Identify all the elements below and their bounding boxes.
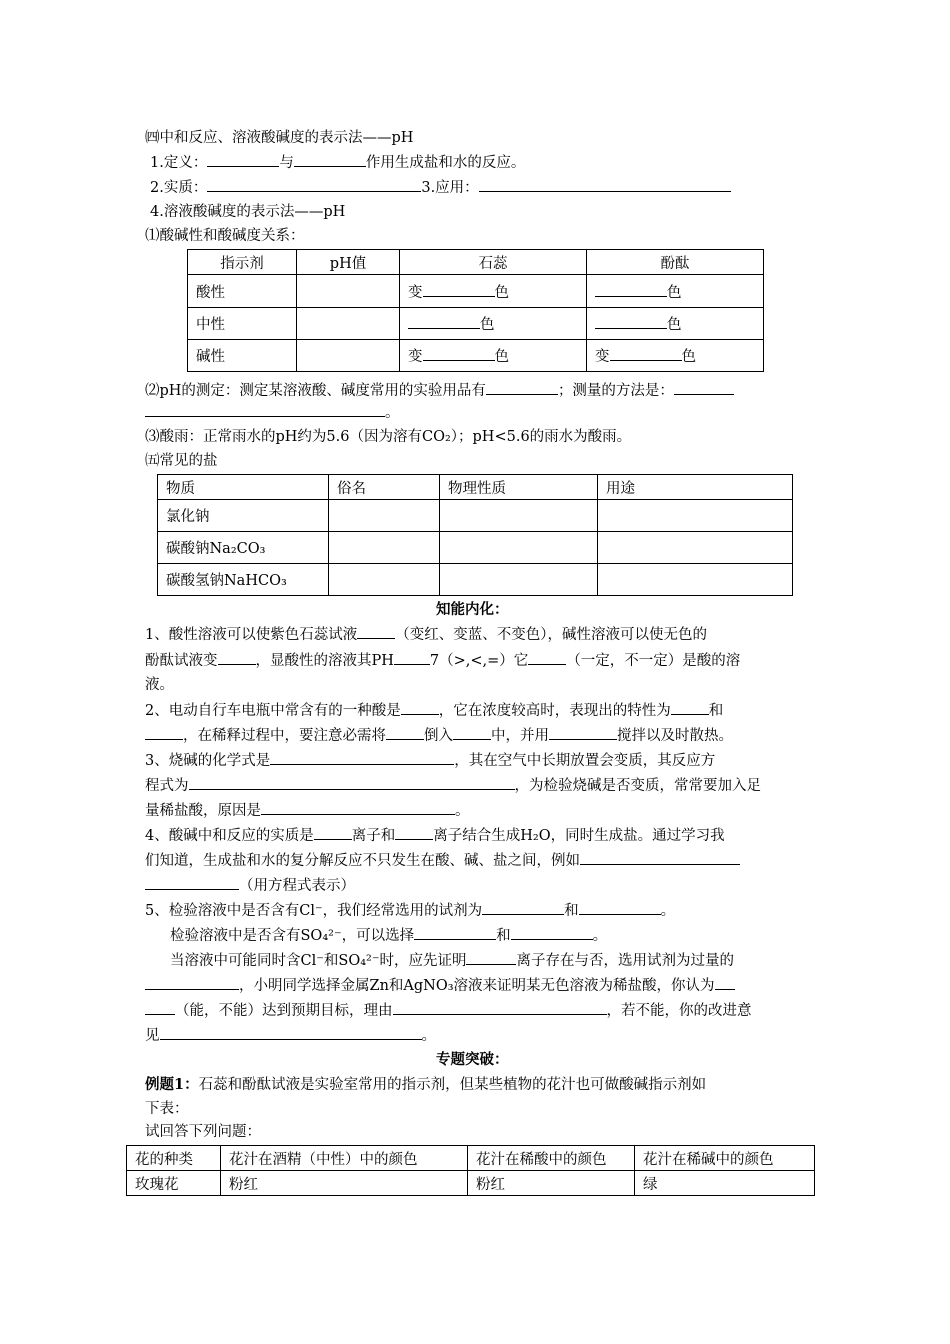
ph-table-header: pH值 <box>297 250 400 275</box>
q2-blank-2[interactable] <box>671 700 709 715</box>
row-label: 中性 <box>188 308 297 340</box>
q2-blank-3[interactable] <box>145 725 183 740</box>
q5-line-4: ，小明同学选择金属Zn和AgNO₃溶液来证明某无色溶液为稀盐酸，你认为 <box>145 975 735 996</box>
table-row <box>188 275 764 308</box>
phenolphthalein-blank[interactable] <box>595 282 667 297</box>
q5-blank-8[interactable] <box>145 1000 175 1015</box>
ph-measure-text: ⑵pH的测定：测定某溶液酸、碱度常用的实验用品有 <box>145 383 486 399</box>
salt-table-header: 用途 <box>598 475 793 500</box>
section-5-title: ㈤常见的盐 <box>145 453 218 469</box>
q5-blank-6[interactable] <box>145 975 239 990</box>
flower-cell: 绿 <box>635 1171 815 1196</box>
salt-name: 氯化钠 <box>158 500 329 532</box>
table-row <box>188 340 764 372</box>
ph-cell[interactable] <box>297 340 400 372</box>
q5-line-6: 见 。 <box>145 1025 436 1046</box>
flower-cell: 粉红 <box>468 1171 635 1196</box>
q5-blank-5[interactable] <box>466 950 516 965</box>
ph-heading: 4.溶液酸碱度的表示法——pH <box>150 204 346 220</box>
q1-blank-2[interactable] <box>218 650 256 665</box>
q1-blank-1[interactable] <box>357 624 395 639</box>
salt-table <box>157 474 793 596</box>
salt-cell[interactable] <box>440 564 598 596</box>
q5-line-2: 检验溶液中是否含有SO₄²⁻，可以选择 和 。 <box>170 925 607 946</box>
q3-blank-3[interactable] <box>261 800 455 815</box>
flower-table-header: 花汁在酒精（中性）中的颜色 <box>221 1146 468 1171</box>
example-line-1: 例题1：石蕊和酚酞试液是实验室常用的指示剂，但某些植物的花汁也可做酸碱指示剂如 <box>145 1076 707 1093</box>
salt-cell[interactable] <box>329 532 440 564</box>
phenolphthalein-cell: 变 色 <box>587 340 764 372</box>
q5-blank-10[interactable] <box>160 1025 422 1040</box>
salt-table-header: 物理性质 <box>440 475 598 500</box>
q5-blank-1[interactable] <box>482 900 564 915</box>
essence-line <box>150 177 731 198</box>
salt-cell[interactable] <box>598 532 793 564</box>
application-blank[interactable] <box>479 177 731 192</box>
q4-line-3: （用方程式表示） <box>145 875 355 896</box>
q1-line-1: 1、酸性溶液可以使紫色石蕊试液 （变红、变蓝、不变色），碱性溶液可以使无色的 <box>145 624 707 645</box>
definition-blank-2[interactable] <box>294 152 366 167</box>
acid-rain-line: ⑶酸雨：正常雨水的pH约为5.6（因为溶有CO₂）；pH<5.6的雨水为酸雨。 <box>145 429 632 445</box>
litmus-cell: 变 色 <box>400 340 587 372</box>
q4-blank-3[interactable] <box>580 850 740 865</box>
q2-blank-1[interactable] <box>401 700 439 715</box>
ph-method-blank-2[interactable] <box>145 402 385 417</box>
phenolphthalein-cell: 色 <box>587 275 764 308</box>
table-row <box>188 308 764 340</box>
flower-table-header: 花汁在稀碱中的颜色 <box>635 1146 815 1171</box>
definition-blank-1[interactable] <box>207 152 279 167</box>
essence-label: 2.实质： <box>150 180 208 196</box>
ph-tools-blank[interactable] <box>486 380 558 395</box>
q3-line-2: 程式为 ，为检验烧碱是否变质，常常要加入足 <box>145 775 761 796</box>
flower-indicator-table <box>126 1145 815 1196</box>
flower-cell: 玫瑰花 <box>127 1171 221 1196</box>
q5-blank-2[interactable] <box>579 900 661 915</box>
ph-method-line-2: 。 <box>145 402 400 423</box>
example-line-3: 试回答下列问题： <box>145 1124 261 1140</box>
phenolphthalein-cell: 色 <box>587 308 764 340</box>
ph-measure-line <box>145 380 734 401</box>
q1-blank-4[interactable] <box>528 650 566 665</box>
salt-cell[interactable] <box>440 500 598 532</box>
q4-blank-1[interactable] <box>314 825 352 840</box>
salt-name: 碳酸钠Na₂CO₃ <box>158 532 329 564</box>
table-row <box>158 500 793 532</box>
row-label: 酸性 <box>188 275 297 308</box>
acid-base-relation-heading: ⑴酸碱性和酸碱度关系： <box>145 228 305 244</box>
q2-blank-6[interactable] <box>549 725 617 740</box>
flower-table-header: 花汁在稀酸中的颜色 <box>468 1146 635 1171</box>
q2-blank-5[interactable] <box>453 725 491 740</box>
q1-line-3: 液。 <box>145 677 174 693</box>
q1-line-2: 酚酞试液变 ，显酸性的溶液其PH 7（>,<,=）它 （一定，不一定）是酸的溶 <box>145 650 740 671</box>
q2-line-1: 2、电动自行车电瓶中常含有的一种酸是 ，它在浓度较高时，表现出的特性为 和 <box>145 700 723 721</box>
knowledge-title: 知能内化： <box>436 601 509 618</box>
ph-table-header: 酚酞 <box>587 250 764 275</box>
definition-label: 1.定义： <box>150 155 208 171</box>
phenolphthalein-blank[interactable] <box>610 346 682 361</box>
salt-cell[interactable] <box>329 564 440 596</box>
litmus-blank[interactable] <box>423 346 495 361</box>
salt-table-header: 俗名 <box>329 475 440 500</box>
q5-blank-3[interactable] <box>414 925 496 940</box>
salt-cell[interactable] <box>598 500 793 532</box>
q4-blank-2[interactable] <box>395 825 433 840</box>
ph-method-blank[interactable] <box>674 380 734 395</box>
q4-line-1: 4、酸碱中和反应的实质是 离子和 离子结合生成H₂O，同时生成盐。通过学习我 <box>145 825 725 846</box>
litmus-blank[interactable] <box>408 314 480 329</box>
definition-and: 与 <box>279 155 294 171</box>
ph-table-header: 石蕊 <box>400 250 587 275</box>
table-row <box>158 564 793 596</box>
table-row <box>127 1171 815 1196</box>
ph-table-header: 指示剂 <box>188 250 297 275</box>
q5-line-1: 5、检验溶液中是否含有Cl⁻，我们经常选用的试剂为 和 。 <box>145 900 675 921</box>
flower-cell: 粉红 <box>221 1171 468 1196</box>
ph-cell[interactable] <box>297 308 400 340</box>
q4-blank-4[interactable] <box>145 875 239 890</box>
salt-cell[interactable] <box>329 500 440 532</box>
q3-blank-2[interactable] <box>189 775 515 790</box>
q5-line-5: （能，不能）达到预期目标，理由 ，若不能，你的改进意 <box>145 1000 752 1021</box>
q1-blank-3[interactable] <box>394 650 430 665</box>
litmus-blank[interactable] <box>423 282 495 297</box>
litmus-cell: 色 <box>400 308 587 340</box>
definition-rest: 作用生成盐和水的反应。 <box>365 155 526 171</box>
ph-cell[interactable] <box>297 275 400 308</box>
example-line-2: 下表： <box>145 1101 189 1117</box>
salt-cell[interactable] <box>440 532 598 564</box>
row-label: 碱性 <box>188 340 297 372</box>
q3-line-1: 3、烧碱的化学式是 ，其在空气中长期放置会变质，其反应方 <box>145 750 715 771</box>
ph-indicator-table <box>187 249 764 372</box>
section-4-title: ㈣中和反应、溶液酸碱度的表示法——pH <box>145 130 414 146</box>
q4-line-2: 们知道，生成盐和水的复分解反应不只发生在酸、碱、盐之间，例如 <box>145 850 740 871</box>
special-title: 专题突破： <box>436 1051 509 1068</box>
phenolphthalein-blank[interactable] <box>595 314 667 329</box>
example-label: 例题1： <box>145 1076 199 1093</box>
application-label: 3.应用： <box>421 180 479 196</box>
flower-table-header: 花的种类 <box>127 1146 221 1171</box>
q5-blank-4[interactable] <box>511 925 593 940</box>
q2-line-2: ，在稀释过程中，要注意必需将 倒入 中，并用 搅拌以及时散热。 <box>145 725 733 746</box>
q2-blank-4[interactable] <box>386 725 424 740</box>
litmus-cell: 变 色 <box>400 275 587 308</box>
salt-table-header: 物质 <box>158 475 329 500</box>
q3-line-3: 量稀盐酸，原因是 。 <box>145 800 470 821</box>
salt-cell[interactable] <box>598 564 793 596</box>
q3-blank-1[interactable] <box>270 750 454 765</box>
essence-blank[interactable] <box>207 177 421 192</box>
ph-method-text: ；测量的方法是： <box>557 383 674 399</box>
table-row <box>158 532 793 564</box>
q5-line-3: 当溶液中可能同时含Cl⁻和SO₄²⁻时，应先证明 离子存在与否，选用试剂为过量的 <box>170 950 734 971</box>
salt-name: 碳酸氢钠NaHCO₃ <box>158 564 329 596</box>
definition-line <box>150 152 525 173</box>
q5-blank-7[interactable] <box>715 975 735 990</box>
q5-blank-9[interactable] <box>393 1000 607 1015</box>
